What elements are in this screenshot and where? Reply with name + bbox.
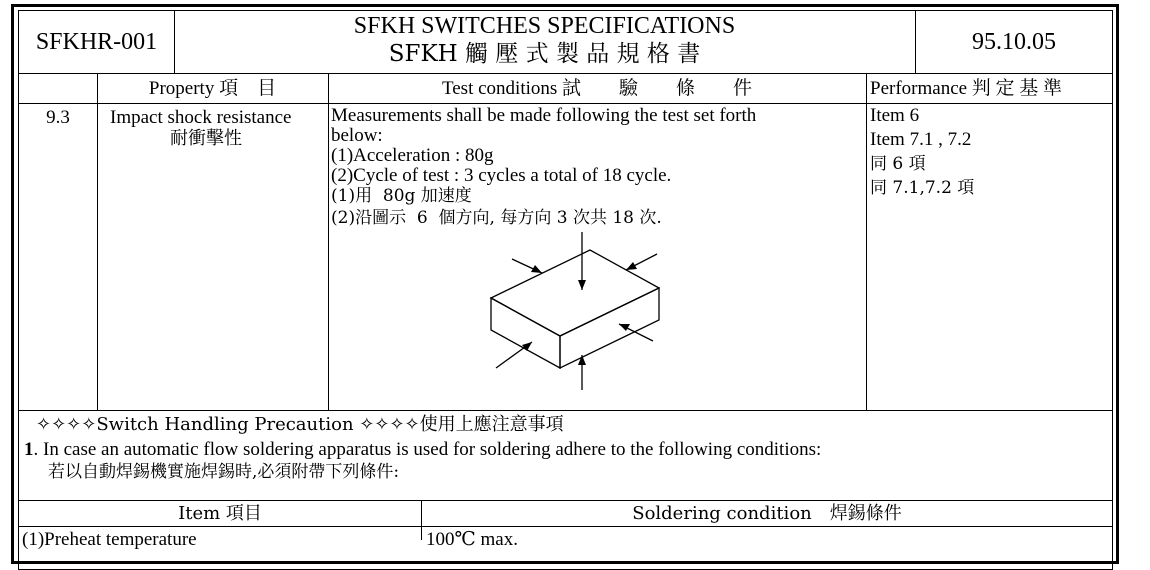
test-condition-line-4: (2)Cycle of test : 3 cycles a total of 18 cycle.	[331, 165, 672, 186]
precaution-item-text-chinese: 若以自動焊錫機實施焊錫時,必須附帶下列條件:	[48, 462, 400, 482]
test-condition-line-6: (2)沿圖示 6 個方向, 每方向 3 次共 18 次.	[331, 208, 662, 228]
test-condition-line-3: (1)Acceleration : 80g	[331, 145, 494, 166]
box-side-face	[560, 288, 659, 368]
arrowhead-top	[578, 280, 586, 290]
title-english: SFKH SWITCHES SPECIFICATIONS	[353, 13, 736, 39]
title-chinese: SFKH 觸 壓 式 製 品 規 格 書	[388, 41, 701, 67]
test-condition-line-5: (1)用 80g 加速度	[331, 186, 472, 206]
column-header-property: Property 項 目	[148, 78, 277, 99]
arrowhead-upper-right	[626, 262, 637, 270]
performance-line-2: Item 7.1 , 7.2	[870, 129, 972, 150]
box-front-face	[491, 298, 560, 368]
row-number: 9.3	[46, 107, 70, 128]
performance-line-1: Item 6	[870, 105, 920, 126]
doc-date: 95.10.05	[972, 29, 1056, 55]
arrowhead-lower-right	[619, 324, 630, 331]
test-condition-line-1: Measurements shall be made following the test set forth	[331, 105, 757, 126]
solder-row-condition: 100℃ max.	[426, 529, 518, 550]
precaution-heading: ✧✧✧✧Switch Handling Precaution ✧✧✧✧使用上應注意事項	[36, 414, 564, 435]
property-chinese: 耐衝擊性	[170, 128, 242, 149]
box-top-face	[491, 250, 659, 336]
solder-header-item: Item 項目	[178, 503, 262, 524]
doc-code: SFKHR-001	[35, 29, 158, 55]
precaution-item-text: . In case an automatic flow soldering apparatus is used for soldering adhere to the following conditions:	[33, 439, 822, 460]
precaution-item-number: 1	[24, 439, 34, 460]
test-condition-line-2: below:	[331, 125, 383, 146]
performance-line-4: 同 7.1,7.2 項	[870, 178, 975, 198]
solder-row-item: (1)Preheat temperature	[22, 529, 197, 550]
column-header-performance: Performance 判 定 基 準	[870, 78, 1063, 99]
property-english: Impact shock resistance	[110, 107, 292, 128]
solder-header-condition: Soldering condition 焊錫條件	[632, 503, 902, 524]
arrowhead-lower-left	[522, 342, 532, 351]
performance-line-3: 同 6 項	[870, 154, 926, 174]
column-header-test-conditions: Test conditions 試 驗 條 件	[441, 78, 753, 99]
